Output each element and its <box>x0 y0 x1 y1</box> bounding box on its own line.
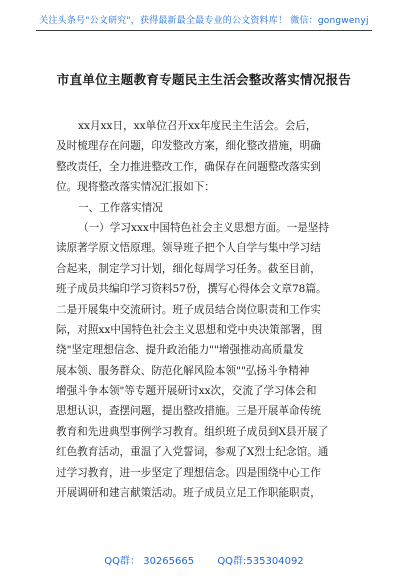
body-line: 绕"坚定理想信念、提升政治能力""增强推动高质量发 <box>56 344 304 357</box>
body-line: 过学习教育，进一步坚定了理想信念。四是围绕中心工作 <box>56 466 321 479</box>
body-line: 读原著学原文悟原理。领导班子把个人自学与集中学习结 <box>56 242 321 255</box>
body-line: 班子成员共编印学习资料57份，撰写心得体会文章78篇。 <box>56 283 327 296</box>
body-line: 际，对照xx中国特色社会主义思想和党中央决策部署，围 <box>56 323 323 336</box>
document-title: 市直单位主题教育专题民主生活会整改落实情况报告 <box>56 72 352 87</box>
body-line: 合起来，制定学习计划，细化每周学习任务。截至目前， <box>56 262 321 275</box>
body-line: （一）学习xxx中国特色社会主义思想方面。一是坚持 <box>78 221 329 234</box>
body-line: 展本领、服务群众、防范化解风险本领""弘扬斗争精神 <box>56 364 310 377</box>
body-line: 思想认识，查摆问题，提出整改措施。三是开展革命传统 <box>56 405 321 418</box>
top-banner: 关注头条号"公文研究"，获得最新最全最专业的公文资料库！ 微信：gongwenyj <box>39 16 369 26</box>
footer-contact <box>0 552 408 567</box>
section-heading: 一、工作落实情况 <box>78 201 163 214</box>
document-body <box>56 116 354 503</box>
footer-qq-group-2: QQ群:535304092 <box>217 556 304 567</box>
body-line: 二是开展集中交流研讨。班子成员结合岗位职责和工作实 <box>56 303 321 316</box>
body-line: 整改责任，全力推进整改工作，确保存在问题整改落实到 <box>56 160 321 173</box>
body-line: 教育和先进典型事例学习教育。组织班子成员到X县开展了 <box>56 425 329 438</box>
body-line: 位。现将整改落实情况汇报如下： <box>56 181 215 194</box>
body-line: xx月xx日，xx单位召开xx年度民主生活会。会后， <box>78 120 317 132</box>
top-divider <box>36 30 372 31</box>
body-line: 红色教育活动，重温了入党誓词，参观了X烈士纪念馆。通 <box>56 446 329 459</box>
body-line: 开展调研和建言献策活动。班子成员立足工作职能职责， <box>56 487 321 500</box>
body-line: 增强斗争本领"等专题开展研讨xx次，交流了学习体会和 <box>56 385 317 398</box>
body-line: 及时梳理存在问题，印发整改方案，细化整改措施，明确 <box>56 140 321 153</box>
footer-qq-group-1: QQ群： 30265665 <box>104 556 195 567</box>
